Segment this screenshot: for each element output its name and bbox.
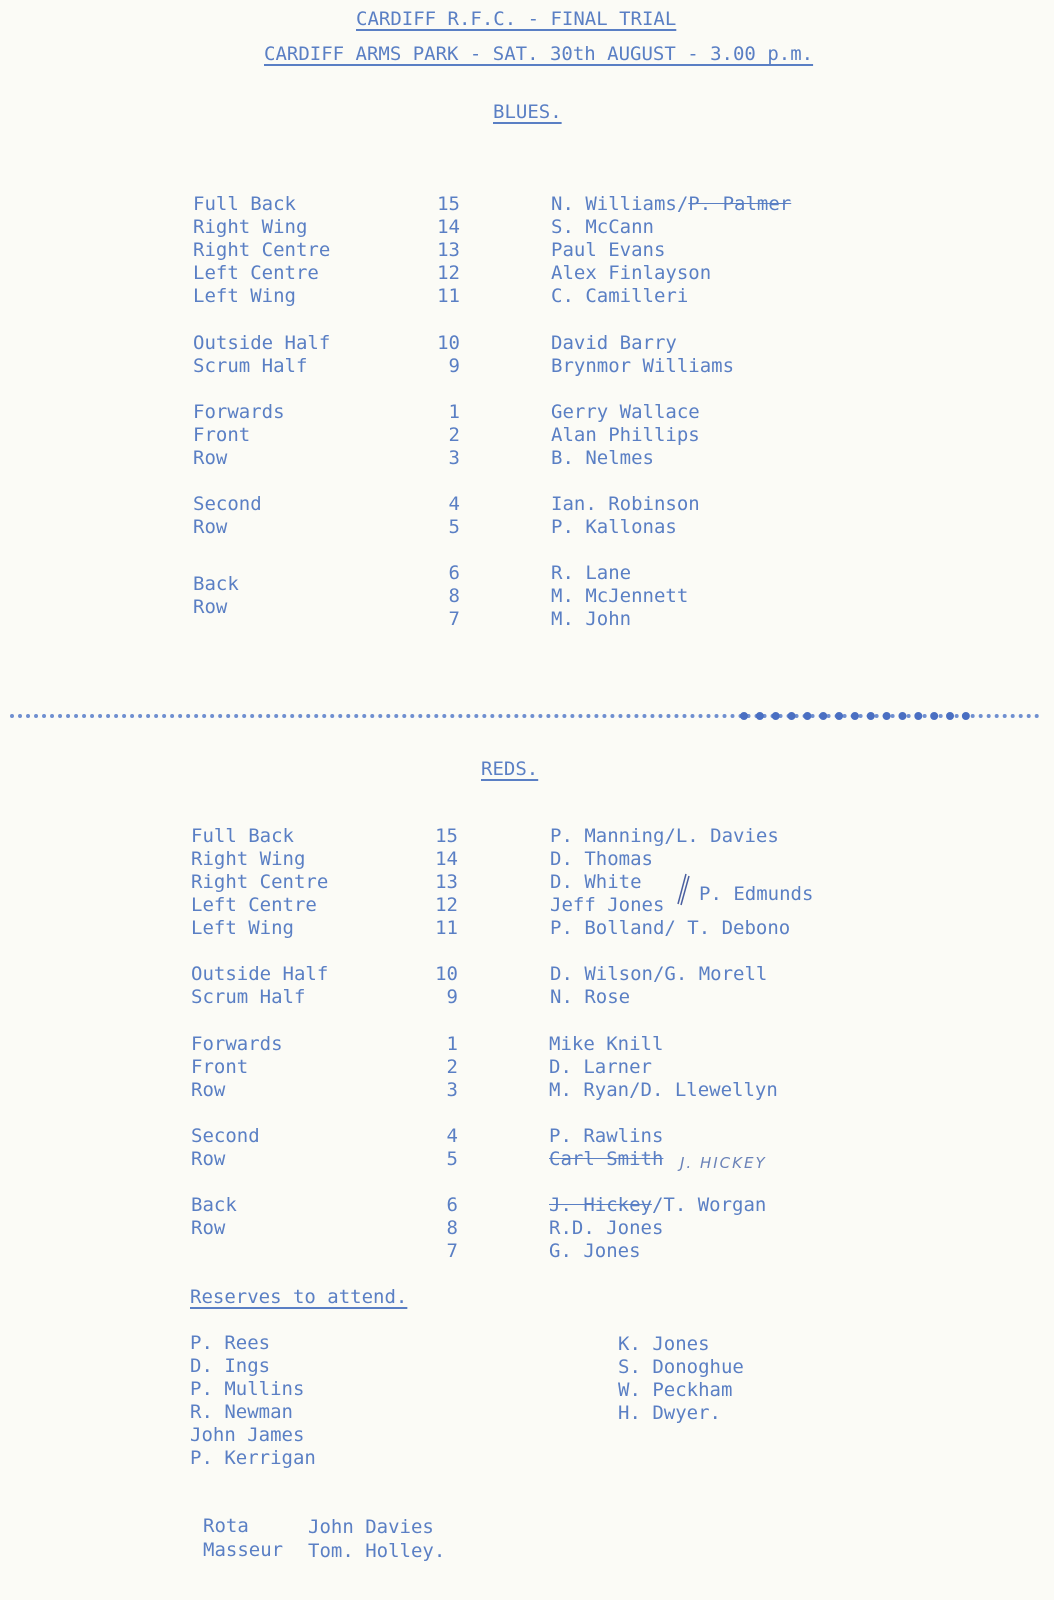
handwritten-slash-mark (674, 872, 692, 908)
player-name: D. Thomas (550, 848, 653, 870)
player-name: Alan Phillips (551, 424, 700, 446)
shirt-number: 4 (448, 493, 460, 515)
position-label: Front (191, 1056, 249, 1078)
position-label: Scrum Half (193, 355, 308, 377)
shirt-number: 3 (448, 447, 460, 469)
position-label: Left Centre (191, 894, 317, 916)
player-name: Jeff Jones (550, 894, 665, 916)
rota-label: Rota (203, 1515, 249, 1537)
reserve-name: John James (190, 1424, 305, 1446)
player-name (551, 193, 791, 216)
position-label: Forwards (193, 401, 285, 423)
player-name: R.D. Jones (549, 1217, 664, 1239)
position-label: Front (193, 424, 251, 446)
position-label: Right Wing (193, 216, 308, 238)
tear-line-ink-smudge (740, 712, 970, 728)
position-label: Row (193, 516, 228, 538)
position-label: Full Back (193, 193, 296, 215)
player-name: C. Camilleri (551, 285, 689, 307)
player-name: Brynmor Williams (551, 355, 735, 377)
reserve-name: K. Jones (618, 1333, 710, 1355)
reserve-name: P. Mullins (190, 1378, 305, 1400)
shirt-number: 14 (437, 216, 460, 238)
shirt-number: 15 (435, 825, 458, 847)
position-label: Outside Half (191, 963, 329, 985)
shirt-number: 11 (435, 917, 458, 939)
player-name: M. John (551, 608, 632, 630)
player-name: B. Nelmes (551, 447, 654, 469)
player-name-struck: J. Hickey (549, 1194, 652, 1216)
player-name: D. White (550, 871, 642, 893)
position-label: Right Centre (193, 239, 331, 261)
shirt-number: 4 (446, 1125, 458, 1147)
player-name: David Barry (551, 332, 677, 354)
player-name: P. Bolland/ T. Debono (550, 917, 791, 939)
player-name-struck: Carl Smith (549, 1148, 664, 1170)
shirt-number: 6 (446, 1194, 458, 1216)
masseur-name: Tom. Holley. (308, 1540, 446, 1562)
player-name: M. McJennett (551, 585, 689, 607)
position-label: Row (193, 447, 228, 469)
shirt-number: 1 (446, 1033, 458, 1055)
shirt-number: 3 (446, 1079, 458, 1101)
player-name: P. Rawlins (549, 1125, 664, 1147)
shirt-number: 12 (437, 262, 460, 284)
reserve-name: D. Ings (190, 1355, 271, 1377)
shirt-number: 7 (448, 608, 460, 630)
shirt-number: 10 (435, 963, 458, 985)
player-name (549, 1148, 663, 1171)
shirt-number: 1 (448, 401, 460, 423)
player-name: S. McCann (551, 216, 654, 238)
reserve-name: P. Kerrigan (190, 1447, 316, 1469)
player-name: M. Ryan/D. Llewellyn (549, 1079, 778, 1101)
position-label: Row (191, 1079, 226, 1101)
player-name: Paul Evans (551, 239, 666, 261)
shirt-number: 9 (446, 986, 458, 1008)
position-label: Second (191, 1125, 260, 1147)
shirt-number: 12 (435, 894, 458, 916)
player-name: P. Manning/L. Davies (550, 825, 779, 847)
shirt-number: 11 (437, 285, 460, 307)
position-label: Row (191, 1217, 226, 1239)
reserve-name: H. Dwyer. (618, 1402, 721, 1424)
position-label: Second (193, 493, 262, 515)
player-name: Ian. Robinson (551, 493, 700, 515)
shirt-number: 2 (446, 1056, 458, 1078)
header-venue: CARDIFF ARMS PARK - SAT. 30th AUGUST - 3.00 p.m. (264, 43, 814, 65)
shirt-number: 6 (448, 562, 460, 584)
player-name: D. Larner (549, 1056, 652, 1078)
shirt-number: 5 (448, 516, 460, 538)
reserves-title: Reserves to attend. (190, 1286, 408, 1308)
player-name: D. Wilson/G. Morell (550, 963, 768, 985)
player-name: Gerry Wallace (551, 401, 700, 423)
shirt-number: 9 (448, 355, 460, 377)
position-label: Right Wing (191, 848, 306, 870)
position-label: Right Centre (191, 871, 329, 893)
shirt-number: 8 (446, 1217, 458, 1239)
header-title: CARDIFF R.F.C. - FINAL TRIAL (356, 8, 677, 30)
player-name-primary: /T. Worgan (651, 1194, 767, 1216)
blues-title: BLUES. (493, 101, 562, 123)
position-label: Row (191, 1148, 226, 1170)
player-name: Alex Finlayson (551, 262, 712, 284)
position-label: Back (191, 1194, 237, 1216)
player-name: N. Rose (550, 986, 631, 1008)
player-name: R. Lane (551, 562, 632, 584)
shirt-number: 14 (435, 848, 458, 870)
shirt-number: 2 (448, 424, 460, 446)
player-name-primary: N. Williams/ (551, 193, 689, 215)
position-label: Back (193, 573, 239, 595)
rota-name: John Davies (308, 1516, 434, 1538)
position-label: Outside Half (193, 332, 331, 354)
reserve-name: P. Rees (190, 1332, 271, 1354)
player-name: G. Jones (549, 1240, 641, 1262)
reserve-name: S. Donoghue (618, 1356, 744, 1378)
shirt-number: 10 (437, 332, 460, 354)
player-name-struck: P. Palmer (688, 193, 792, 215)
shirt-number: 8 (448, 585, 460, 607)
position-label: Forwards (191, 1033, 283, 1055)
position-label: Row (193, 596, 228, 618)
masseur-label: Masseur (203, 1539, 284, 1561)
position-label: Scrum Half (191, 986, 306, 1008)
shirt-number: 13 (435, 871, 458, 893)
player-name: P. Kallonas (551, 516, 677, 538)
shirt-number: 13 (437, 239, 460, 261)
position-label: Left Wing (193, 285, 296, 307)
reserve-name: R. Newman (190, 1401, 293, 1423)
reserve-name: W. Peckham (618, 1379, 733, 1401)
shirt-number: 5 (446, 1148, 458, 1170)
position-label: Left Wing (191, 917, 294, 939)
position-label: Left Centre (193, 262, 319, 284)
player-name-alternate: P. Edmunds (699, 883, 814, 905)
position-label: Full Back (191, 825, 294, 847)
reds-title: REDS. (481, 758, 539, 780)
player-name (549, 1194, 766, 1217)
handwritten-correction: J. HICKEY (680, 1154, 767, 1172)
shirt-number: 7 (446, 1240, 458, 1262)
shirt-number: 15 (437, 193, 460, 215)
player-name: Mike Knill (549, 1033, 664, 1055)
